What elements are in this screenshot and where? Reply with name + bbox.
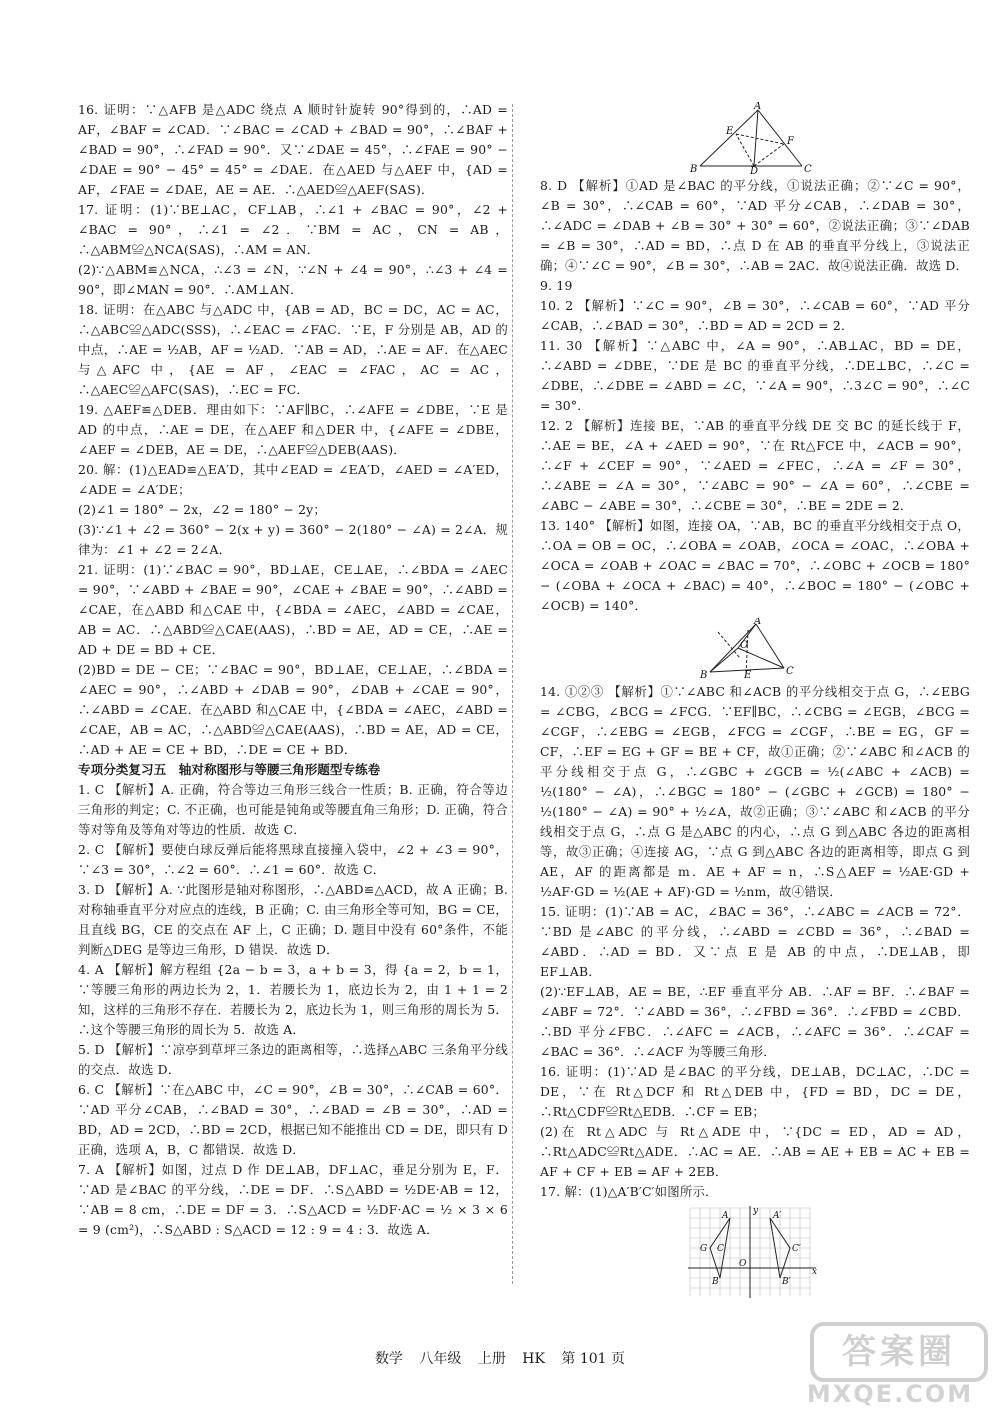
section-title: 专项分类复习五 轴对称图形与等腰三角形题型专练卷	[78, 762, 381, 777]
answer-13: 13. 140° 【解析】如图，连接 OA，∵AB，BC 的垂直平分线相交于点 O，∴OA = OB = OC，∴∠OBA = ∠OAB，∠OCA = ∠OAC，∴∠OBA + ∠OCA = ∠OAB + ∠OAC = ∠BAC = 70°，∴∠OBC + ∠OCB = 180° − (∠OBA + ∠OCA + ∠BAC) = 40°，∴∠BOC = 180° − (∠OBC + ∠OCB) = 140°．	[540, 518, 970, 613]
label-e2: E	[744, 670, 752, 680]
answer-16-r: 16. 证明：(1)∵AD 是∠BAC 的平分线，DE⊥AB，DC⊥AC，∴DC = DE，∵在 Rt△DCF 和 Rt△DEB 中，{FD = BD，DC = DE，∴Rt△CDF≌Rt△EDB．∴CF = EB；	[540, 1064, 970, 1119]
answer-16: 16. 证明：∵△AFB 是△ADC 绕点 A 顺时针旋转 90°得到的，∴AD = AF，∠BAF = ∠CAD．∵∠BAC = ∠CAD + ∠BAD = 90°，∴∠BAF + ∠BAD = 90°，∴∠FAD = 90°．又∵∠DAE = 45°，∴∠FAE = 90° − ∠DAE = 90° − 45° = 45° = ∠DAE．在△AED 与△AEF 中，{AD = AF，∠FAE = ∠DAE，AE = AE．∴△AED≌△AEF(SAS)．	[78, 102, 508, 197]
answer-10: 10. 2 【解析】∵∠C = 90°，∠B = 30°，∴∠CAB = 60°，∵AD 平分∠CAB，∴∠BAD = 30°，∴BD = AD = 2CD = 2．	[540, 298, 970, 333]
grid-label-b-prime: B′	[782, 1277, 791, 1287]
answer-8: 8. D 【解析】①AD 是∠BAC 的平分线，①说法正确；②∵∠C = 90°，∠B = 30°，∴∠CAB = 60°，∵AD 平分∠CAB，∴∠DAB = 30°，∴∠ADC = ∠DAB + ∠B = 30° + 30° = 60°，②说法正确；③∵∠DAB = ∠B = 30°，∴AD = BD，∴点 D 在 AB 的垂直平分线上，③说法正确；④∵∠C = 90°，∠B = 30°，∴AB = 2AC．故④说法正确．故选 D．	[540, 178, 970, 273]
answer-12: 12. 2 【解析】连接 BE，∵AB 的垂直平分线 DE 交 BC 的延长线于 F，∴AE = BE，∠A + ∠AED = 90°，∵在 Rt△FCE 中，∠ACB = 90°，∴∠F + ∠CEF = 90°，∵∠AED = ∠FEC，∴∠A = ∠F = 30°，∴∠ABE = ∠A = 30°，∵∠ABC = 90° − ∠A = 60°，∴∠CBE = ∠ABC − ∠ABE = 30°，∴∠CBE = 30°，∴BE = 2DE = 2．	[540, 418, 970, 513]
answer-9: 9. 19	[540, 278, 573, 293]
answer-11: 11. 30 【解析】∵△ABC 中，∠A = 90°，∴AB⊥AC，BD = DE，∴∠ABD = ∠DBE，∵DE 是 BC 的垂直平分线，∴DE⊥BC，∴∠C = ∠DBE，∴∠DBE = ∠ABD = ∠C，∵∠A = 90°，∴3∠C = 90°，∴∠C = 30°．	[540, 338, 970, 413]
label-b2: B	[700, 670, 708, 680]
label-b: B	[690, 164, 698, 174]
footer-subject: 数学	[374, 1351, 403, 1367]
answer-21-1: 21. 证明：(1)∵∠BAC = 90°，BD⊥AE，CE⊥AE，∴∠BDA = ∠AEC = 90°，∵∠ABD + ∠BAE = 90°，∠CAE + ∠BAE = 90°，∴∠ABD = ∠CAE，在△ABD 和△CAE 中，{∠BDA = ∠AEC，∠ABD = ∠CAE，AB = AC．∴△ABD≌△CAE(AAS)，∴BD = AE，AD = CE，∴AE = AD + DE = BD + CE．	[78, 562, 508, 657]
watermark-title: 答案圈	[810, 1322, 988, 1382]
answer-21-2: (2)BD = DE − CE；∵∠BAC = 90°，BD⊥AE，CE⊥AE，∴∠BDA = ∠AEC = 90°，∴∠ABD + ∠DAB = 90°，∠DAB + ∠CAE = 90°，∴∠ABD = ∠CAE．在△ABD 和△CAE 中，{∠BDA = ∠AEC，∠ABD = ∠CAE，AB = AC，∴△ABD≌△CAE(AAS)，∴BD = AE，AD = CE，∴AD + AE = CE + BD，∴DE = CE + BD．	[78, 662, 508, 757]
answer-17-r: 17. 解：(1)△A′B′C′如图所示．	[540, 1184, 718, 1199]
answer-15-1: 15. 证明：(1)∵AB = AC，∠BAC = 36°，∴∠ABC = ∠ACB = 72°．∵BD 是∠ABC 的平分线，∴∠ABD = ∠CBD = 36°，∴∠BAD = ∠ABD．∴AD = BD．又∵点 E 是 AB 的中点，∴DE⊥AB，即 EF⊥AB．	[540, 904, 970, 979]
footer-grade: 八年级	[419, 1351, 462, 1367]
label-d: D	[750, 166, 759, 174]
review-answer-2: 2. C 【解析】要使白球反弹后能将黑球直接撞入袋中，∠2 + ∠3 = 90°，∵∠3 = 30°，∴∠2 = 60°．∴∠1 = 60°．故选 C．	[78, 842, 508, 877]
label-e: E	[726, 126, 734, 137]
review-answer-4: 4. A 【解析】解方程组 {2a − b = 3，a + b = 3，得 {a = 2，b = 1，∵等腰三角形的两边长为 2，1．若腰长为 1，底边长为 2，由 1 + 1 = 2 知，这样的三角形不存在．若腰长为 2，底边长为 1，则三角形的周长为 5．∴这个等腰三角形的周长为 5．故选 A．	[78, 962, 508, 1037]
answer-15-2: (2)∵EF⊥AB，AE = BE，∴EF 垂直平分 AB．∴AF = BF．∴∠BAF = ∠ABF = 72°．∵∠ABD = 36°，∴∠FBD = 36°．∴∠FBD = ∠CBD．∴BD 平分∠FBC．∴∠AFC = ∠ACB，∴∠AFC = 36°．∴∠CAF = ∠BAC = 36°．∴∠ACF 为等腰三角形．	[540, 984, 970, 1059]
review-answer-3: 3. D 【解析】A. ∵此图形是轴对称图形，∴△ABD≌△ACD，故 A 正确；B. 对称轴垂直平分对应点的连线，B 正确；C. 由三角形全等可知，BG = CE，且直线 BG，CE 的交点在 AF 上，C 正确；D. 题目中没有 60°条件，不能判断△DEG 是等边三角形，D 错误．故选 D．	[78, 882, 508, 957]
grid-label-x: x	[812, 1267, 818, 1277]
triangle-figure-1	[540, 102, 970, 174]
footer-volume: 上册	[477, 1351, 506, 1367]
watermark-url: MXQE.COM	[806, 1380, 974, 1408]
label-c: C	[804, 164, 812, 174]
footer-edition: HK	[522, 1351, 545, 1367]
answer-18: 18. 证明：在△ABC 与△ADC 中，{AB = AD，BC = DC，AC = AC，∴△ABC≌△ADC(SSS)，∴∠EAC = ∠FAC．∵E，F 分别是 AB，AD 的中点，∴AE = ½AB，AF = ½AD．∵AB = AD，∴AE = AF．在△AEC 与△AFC 中，{AE = AF，∠EAC = ∠FAC，AC = AC，∴△AEC≌△AFC(SAS)，∴EC = FC．	[78, 302, 508, 397]
triangle-figure-2	[540, 618, 970, 680]
grid-label-c: C	[717, 1244, 724, 1254]
grid-label-y: y	[753, 1206, 759, 1216]
grid-label-g: G	[700, 1244, 708, 1254]
answer-20-2: (2)∠1 = 180° − 2x，∠2 = 180° − 2y；	[78, 502, 326, 517]
answer-20-3: (3)∵∠1 + ∠2 = 360° − 2(x + y) = 360° − 2(180° − ∠A) = 2∠A．规律为：∠1 + ∠2 = 2∠A．	[78, 522, 508, 557]
left-column	[78, 100, 508, 1240]
label-o: O	[740, 640, 749, 651]
grid-label-b: B	[712, 1277, 719, 1287]
label-a: A	[754, 102, 762, 112]
grid-label-c-prime: C′	[792, 1244, 801, 1254]
label-f: F	[787, 136, 794, 147]
answer-17-1: 17. 证明：(1)∵BE⊥AC，CF⊥AB，∴∠1 + ∠BAC = 90°，∠2 + ∠BAC = 90°，∴∠1 = ∠2．∵BM = AC，CN = AB，∴△ABM≌△NCA(SAS)，∴AM = AN．	[78, 202, 508, 257]
answer-17-2: (2)∵△ABM≌△NCA，∴∠3 = ∠N，∵∠N + ∠4 = 90°，∴∠3 + ∠4 = 90°，即∠MAN = 90°．∴AM⊥AN．	[78, 262, 508, 297]
review-answer-7: 7. A 【解析】如图，过点 D 作 DE⊥AB，DF⊥AC，垂足分别为 E，F．∵AD 是∠BAC 的平分线，∴DE = DF．∴S△ABD = ½DE·AB = 12，∵AB = 8 cm，∴DE = DF = 3．∴S△ACD = ½DF·AC = ½ × 3 × 6 = 9 (cm²)，∴S△ABD : S△ACD = 12 : 9 = 4 : 3．故选 A．	[78, 1162, 508, 1237]
answer-16-r2: (2)在 Rt△ADC 与 Rt△ADE 中，∵{DC = ED，AD = AD，∴Rt△ADC≌Rt△ADE．∴AC = AE．∴AB = AE + EB = AC + EB = AF + CF + EB = AF + 2EB．	[540, 1124, 970, 1179]
grid-label-a: A	[722, 1211, 729, 1221]
review-answer-5: 5. D 【解析】∵凉亭到草坪三条边的距离相等，∴选择△ABC 三条角平分线的交点．故选 D．	[78, 1042, 508, 1077]
label-a2: A	[754, 618, 762, 627]
grid-label-a-prime: A′	[773, 1211, 782, 1221]
review-answer-1: 1. C 【解析】A. 正确，符合等边三角形三线合一性质；B. 正确，符合等边三角形的判定；C. 不正确，也可能是钝角或等腰直角三角形；D. 正确，符合等对等角及等角对等边的性质．故选 C．	[78, 782, 508, 837]
review-answer-6: 6. C 【解析】∵在△ABC 中，∠C = 90°，∠B = 30°，∴∠CAB = 60°．∵AD 平分∠CAB，∴∠BAD = 30°，∴∠BAD = ∠B = 30°，∴AD = BD，AD = 2CD，∴BD = 2CD，根据已知不能推出 CD = DE，即只有 D 正确，选项 A，B，C 都错误．故选 D．	[78, 1082, 508, 1157]
label-c2: C	[786, 666, 794, 677]
answer-14: 14. ①②③ 【解析】①∵∠ABC 和∠ACB 的平分线相交于点 G，∴∠EBG = ∠CBG，∠BCG = ∠FCG．∵EF∥BC，∴∠CBG = ∠EGB，∠BCG = ∠CGF，∴∠EBG = ∠EGB，∠FCG = ∠CGF，∴BE = EG，GF = CF，∴EF = EG + GF = BE + CF，故①正确；②∵∠ABC 和∠ACB 的平分线相交于点 G，∴∠GBC + ∠GCB = ½(∠ABC + ∠ACB) = ½(180° − ∠A)，∴∠BGC = 180° − (∠GBC + ∠GCB) = 180° − ½(180° − ∠A) = 90° + ½∠A，故②正确；③∵∠ABC 和∠ACB 的平分线相交于点 G，∴点 G 是△ABC 的内心，∴点 G 到△ABC 各边的距离相等，故③正确；④连接 AG，∵点 G 到△ABC 各边的距离相等，即点 G 到 AE，AF 的距离都是 m．AE + AF = n，∴S△AEF = ½AE·GD + ½AF·GD = ½(AE + AF)·GD = ½nm，故④错误．	[540, 684, 970, 899]
column-divider	[512, 104, 513, 1284]
answer-20-1: 20. 解：(1)△EAD≌△EA′D，其中∠EAD = ∠EA′D，∠AED = ∠A′ED，∠ADE = ∠A′DE；	[78, 462, 508, 497]
right-column	[540, 100, 970, 1302]
grid-label-o: O	[739, 1259, 747, 1269]
watermark-logo	[790, 1322, 990, 1408]
coordinate-grid-figure	[540, 1204, 970, 1300]
footer-page: 第 101 页	[561, 1351, 626, 1367]
answer-19: 19. △AEF≌△DEB．理由如下：∵AF∥BC，∴∠AFE = ∠DBE，∵E 是 AD 的中点，∴AE = DE，在△AEF 和△DER 中，{∠AFE = ∠DBE，∠AEF = ∠DEB，AE = DE，∴△AEF≌△DEB(AAS)．	[78, 402, 508, 457]
